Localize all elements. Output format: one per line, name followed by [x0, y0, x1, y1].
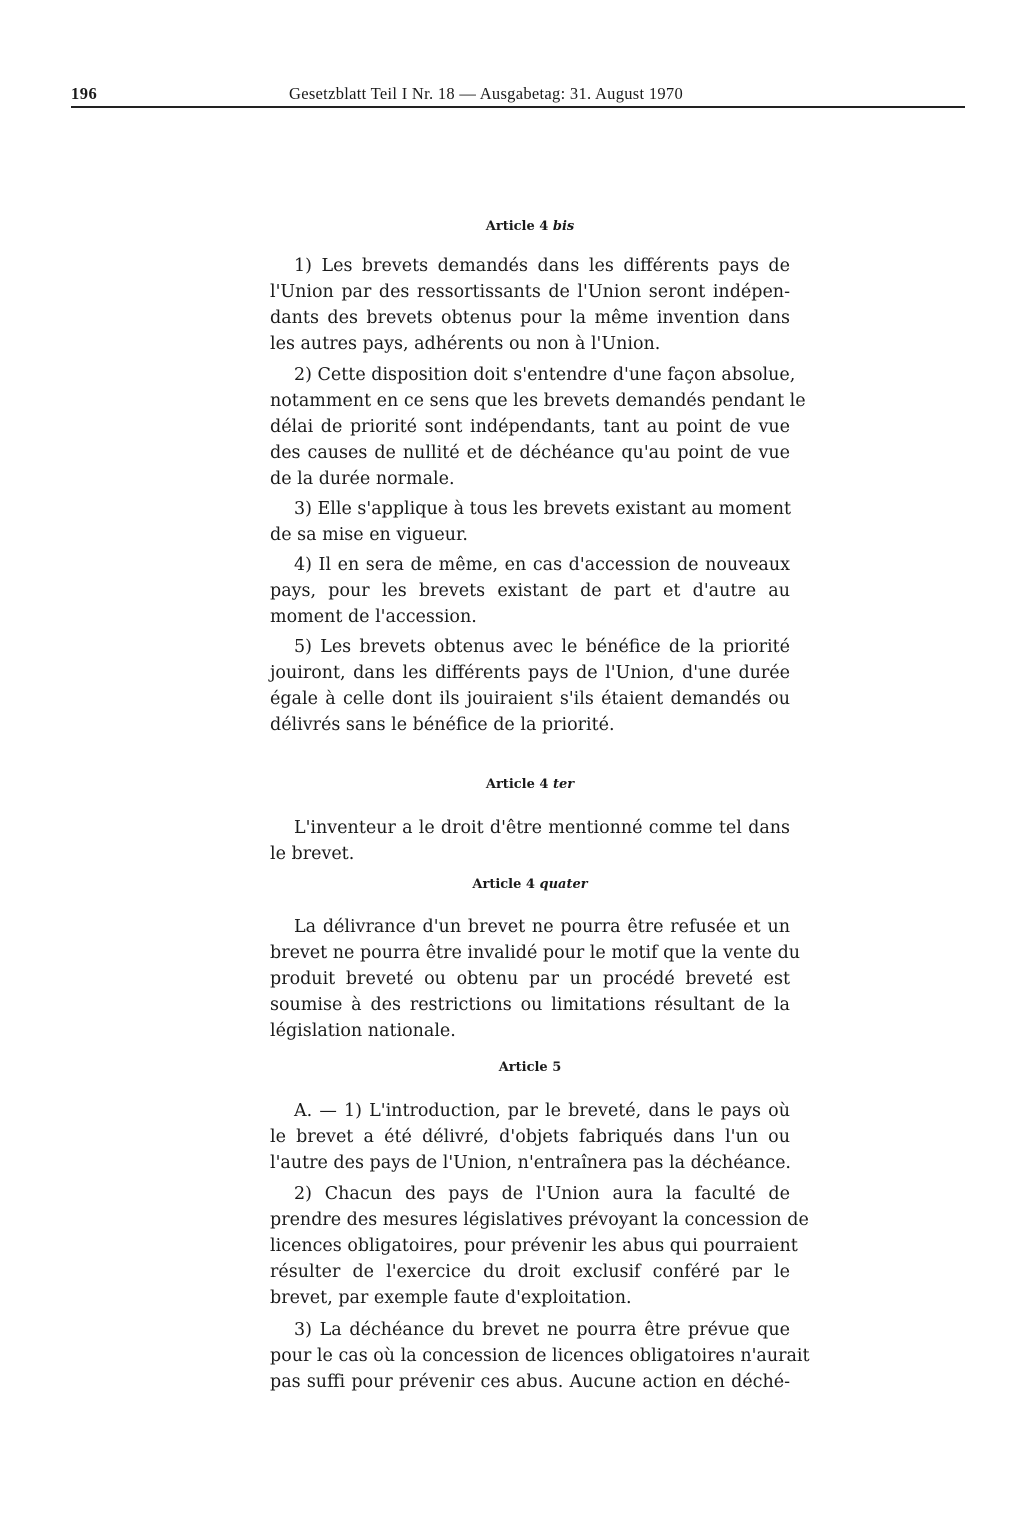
text-line: de la durée normale.	[270, 469, 455, 489]
text-line: l'autre des pays de l'Union, n'entraînera pas la déchéance.	[270, 1153, 791, 1173]
text-line: législation nationale.	[270, 1021, 456, 1041]
text-line: brevet ne pourra être invalidé pour le motif que la vente du	[270, 943, 801, 963]
text-line: A. — 1) L'introduction, par le breveté, dans le pays où	[294, 1101, 790, 1121]
text-line: le brevet.	[270, 844, 355, 864]
paragraph	[270, 1317, 810, 1395]
article-suffix: ter	[552, 777, 575, 792]
paragraph	[270, 815, 790, 867]
text-line: La délivrance d'un brevet ne pourra être refusée et un	[294, 917, 790, 937]
text-line: soumise à des restrictions ou limitations résultant de la	[270, 995, 790, 1015]
text-line: produit breveté ou obtenu par un procédé breveté est	[270, 969, 790, 989]
text-line: résulter de l'exercice du droit exclusif conféré par le	[270, 1262, 790, 1282]
paragraph	[270, 634, 790, 738]
article-heading	[270, 219, 790, 234]
text-line: 5) Les brevets obtenus avec le bénéfice de la priorité	[294, 637, 790, 657]
article-label: Article 5	[498, 1060, 562, 1075]
text-line: 4) Il en sera de même, en cas d'accession de nouveaux	[294, 555, 790, 575]
article-heading	[270, 777, 790, 792]
text-line: 2) Chacun des pays de l'Union aura la faculté de	[294, 1184, 790, 1204]
text-line: pour le cas où la concession de licences obligatoires n'aurait	[270, 1346, 810, 1366]
text-line: pays, pour les brevets existant de part et d'autre au	[270, 581, 790, 601]
text-line: jouiront, dans les différents pays de l'Union, d'une durée	[270, 663, 790, 683]
text-line: 3) La déchéance du brevet ne pourra être prévue que	[294, 1320, 790, 1340]
text-line: licences obligatoires, pour prévenir les abus qui pourraient	[270, 1236, 798, 1256]
paragraph	[270, 496, 790, 548]
paragraph	[270, 253, 790, 357]
text-line: brevet, par exemple faute d'exploitation.	[270, 1288, 632, 1308]
running-head	[71, 80, 965, 108]
text-line: pas suffi pour prévenir ces abus. Aucune action en déché-	[270, 1372, 790, 1392]
paragraph	[270, 362, 806, 492]
text-line: L'inventeur a le droit d'être mentionné comme tel dans	[294, 818, 790, 838]
text-line: moment de l'accession.	[270, 607, 477, 627]
article-suffix: quater	[539, 877, 588, 892]
text-line: les autres pays, adhérents ou non à l'Union.	[270, 334, 661, 354]
text-line: des causes de nullité et de déchéance qu'au point de vue	[270, 443, 790, 463]
text-line: délai de priorité sont indépendants, tant au point de vue	[270, 417, 790, 437]
paragraph	[270, 552, 790, 630]
text-line: 3) Elle s'applique à tous les brevets existant au moment	[294, 499, 792, 519]
text-line: 1) Les brevets demandés dans les différents pays de	[294, 256, 790, 276]
text-line: égale à celle dont ils jouiraient s'ils étaient demandés ou	[270, 689, 790, 709]
text-line: 2) Cette disposition doit s'entendre d'une façon absolue,	[294, 365, 796, 385]
text-line: délivrés sans le bénéfice de la priorité.	[270, 715, 615, 735]
paragraph	[270, 914, 801, 1044]
paragraph	[270, 1181, 809, 1311]
paragraph	[270, 1098, 790, 1176]
article-label: Article 4	[485, 777, 549, 792]
text-line: de sa mise en vigueur.	[270, 525, 468, 545]
text-line: notamment en ce sens que les brevets demandés pendant le	[270, 391, 806, 411]
text-line: dants des brevets obtenus pour la même invention dans	[270, 308, 790, 328]
text-line: prendre des mesures législatives prévoyant la concession de	[270, 1210, 809, 1230]
text-line: l'Union par des ressortissants de l'Union seront indépen-	[270, 282, 790, 302]
text-line: le brevet a été délivré, d'objets fabriqués dans l'un ou	[270, 1127, 790, 1147]
article-heading	[270, 877, 790, 892]
journal-line: Gesetzblatt Teil I Nr. 18 — Ausgabetag: 31. August 1970	[289, 84, 684, 103]
article-heading	[270, 1060, 790, 1075]
article-label: Article 4	[472, 877, 535, 892]
article-suffix: bis	[552, 219, 575, 234]
page-number: 196	[71, 84, 98, 103]
article-label: Article 4	[485, 219, 549, 234]
